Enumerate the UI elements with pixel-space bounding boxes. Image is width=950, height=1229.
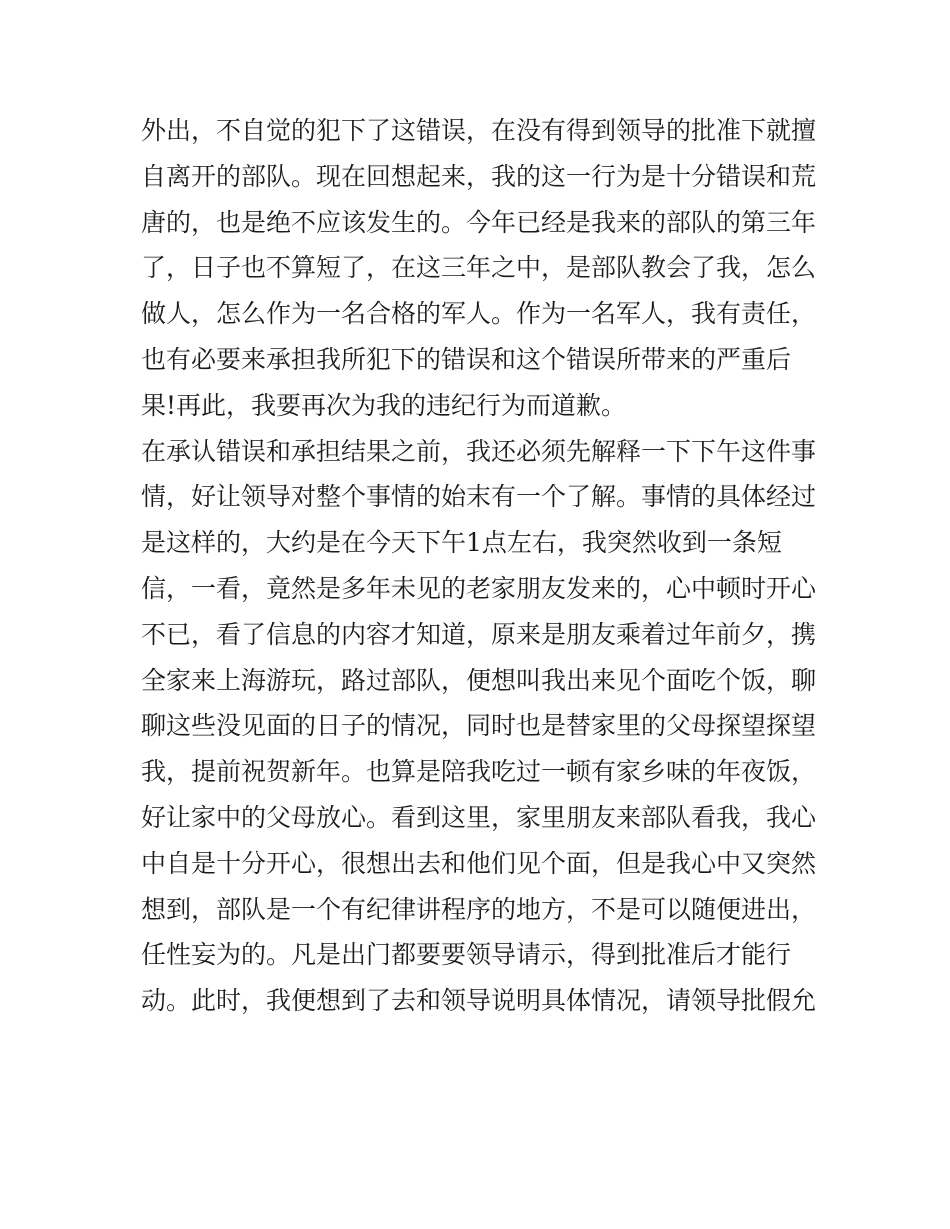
text-line: 任性妄为的。凡是出门都要要领导请示，得到批准后才能行 bbox=[141, 940, 792, 970]
text-line: 情，好让领导对整个事情的始末有一个了解。事情的具体经过 bbox=[141, 482, 817, 512]
text-line: 动。此时，我便想到了去和领导说明具体情况，请领导批假允 bbox=[141, 986, 817, 1016]
text-line: 不已，看了信息的内容才知道，原来是朋友乘着过年前夕，携 bbox=[141, 619, 817, 649]
text-line: 我，提前祝贺新年。也算是陪我吃过一顿有家乡味的年夜饭， bbox=[141, 757, 817, 787]
text-line: 是这样的，大约是在今天下午1点左右，我突然收到一条短 bbox=[141, 528, 782, 558]
text-line: 想到，部队是一个有纪律讲程序的地方，不是可以随便进出， bbox=[141, 894, 817, 924]
body-text bbox=[141, 108, 821, 1024]
text-line: 信，一看，竟然是多年未见的老家朋友发来的，心中顿时开心 bbox=[141, 573, 817, 603]
text-line: 做人，怎么作为一名合格的军人。作为一名军人，我有责任， bbox=[141, 299, 817, 329]
text-line: 好让家中的父母放心。看到这里，家里朋友来部队看我，我心 bbox=[141, 802, 817, 832]
text-line: 唐的，也是绝不应该发生的。今年已经是我来的部队的第三年 bbox=[141, 207, 817, 237]
text-line: 也有必要来承担我所犯下的错误和这个错误所带来的严重后 bbox=[141, 344, 792, 374]
text-line: 在承认错误和承担结果之前，我还必须先解释一下下午这件事 bbox=[141, 436, 817, 466]
text-line: 了，日子也不算短了，在这三年之中，是部队教会了我，怎么 bbox=[141, 253, 817, 283]
text-line: 外出，不自觉的犯下了这错误，在没有得到领导的批准下就擅 bbox=[141, 116, 817, 145]
text-line: 聊这些没见面的日子的情况，同时也是替家里的父母探望探望 bbox=[141, 711, 817, 741]
text-line: 果!再此，我要再次为我的违纪行为而道歉。 bbox=[141, 390, 627, 420]
text-line: 中自是十分开心，很想出去和他们见个面，但是我心中又突然 bbox=[141, 848, 817, 878]
text-line: 自离开的部队。现在回想起来，我的这一行为是十分错误和荒 bbox=[141, 161, 817, 191]
text-line: 全家来上海游玩，路过部队，便想叫我出来见个面吃个饭，聊 bbox=[141, 665, 817, 695]
